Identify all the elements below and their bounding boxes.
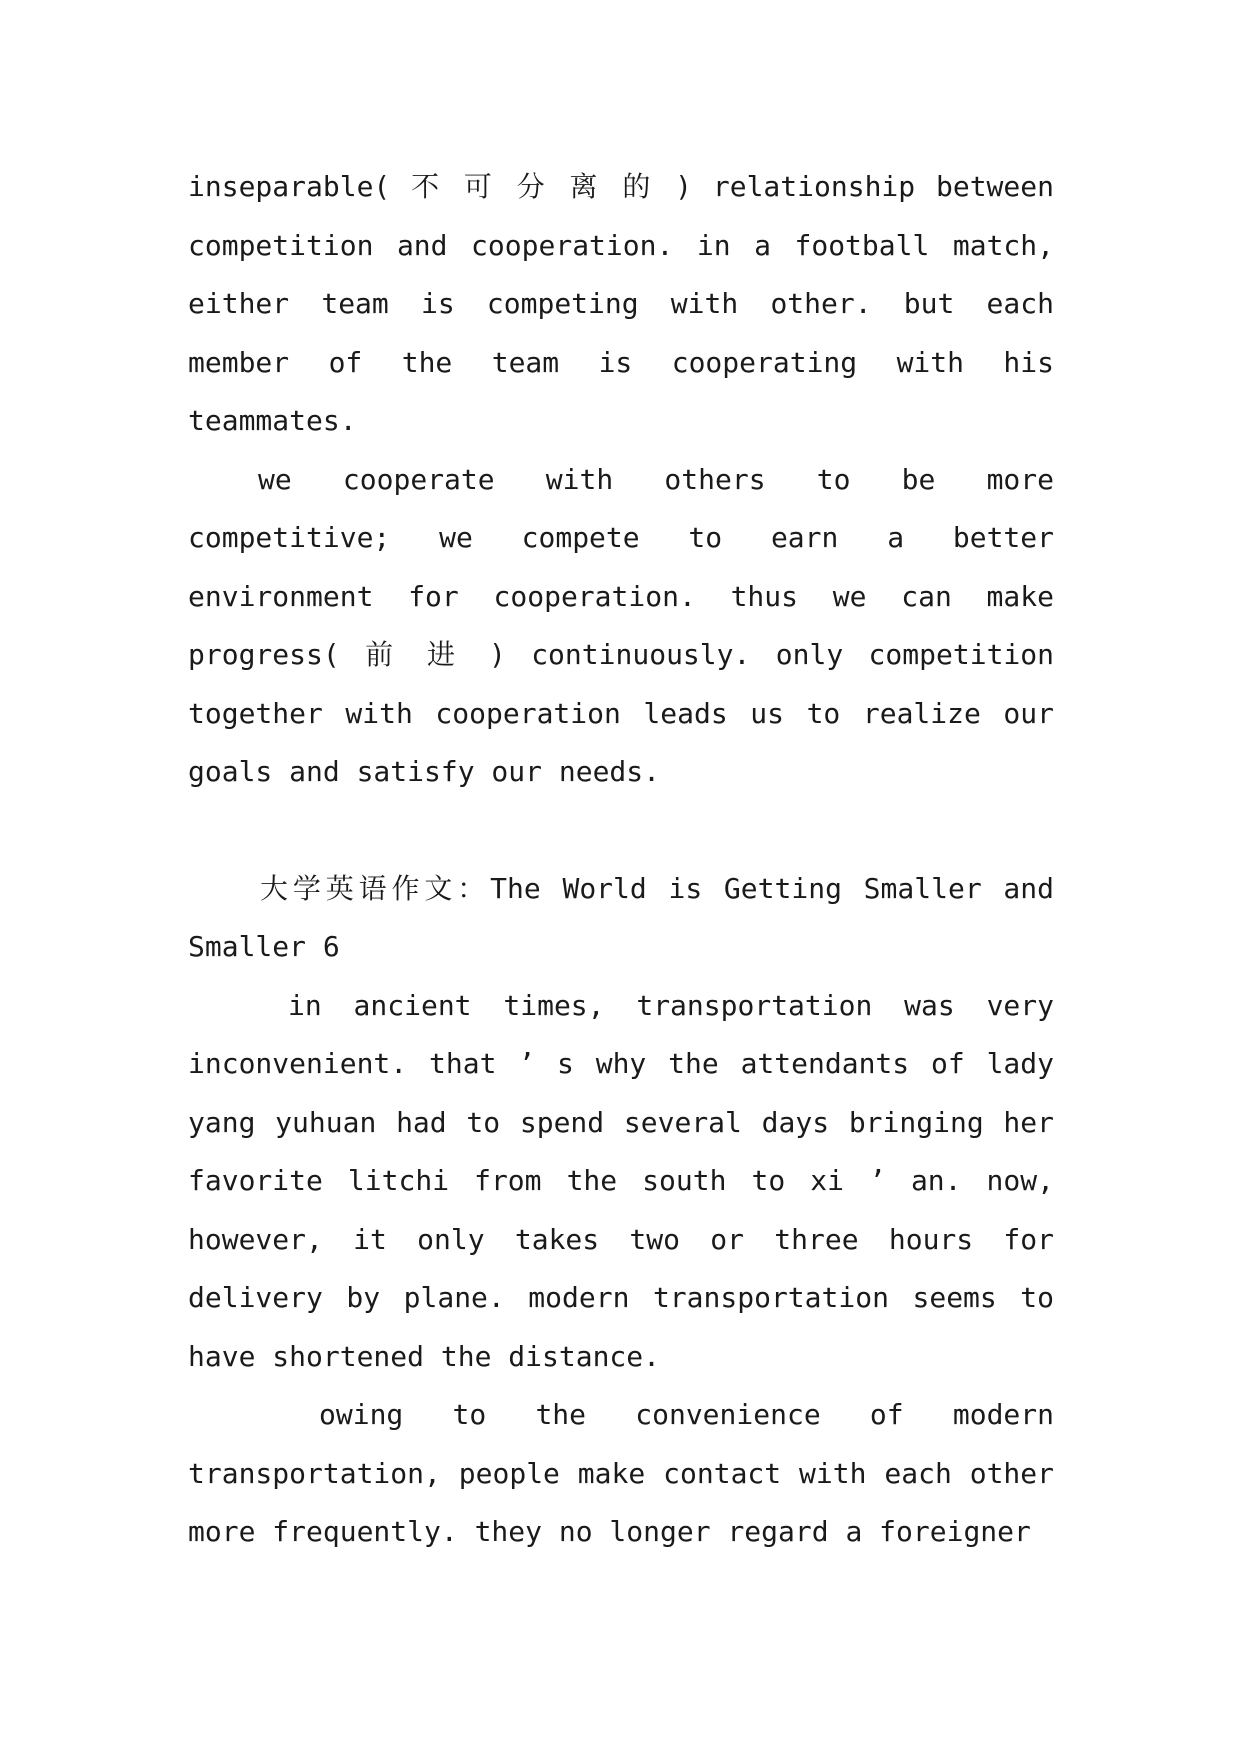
paragraph-modern-transportation: owing to the convenience of modern transportation, people make contact with each other more frequently. they no longer regard a foreigner — [188, 1398, 1054, 1548]
section-title: 大学英语作文：The World is Getting Smaller and Smaller 6 — [188, 871, 1054, 963]
paragraph-ancient-transportation: in ancient times, transportation was very inconvenient. that ’ s why the attendants of lady yang yuhuan had to spend several days bringing her favorite litchi from the south to xi ’ an. now, however, it only takes two or three hours for delivery by plane. modern transportation seems to have shortened the distance. — [188, 988, 1054, 1373]
document-body — [188, 158, 1054, 1562]
paragraph-cooperate-compete: we cooperate with others to be more competitive; we compete to earn a better environment for cooperation. thus we can make progress( 前 进 ) continuously. only competition together with cooperation leads us to realize our goals and satisfy our needs. — [188, 462, 1054, 788]
paragraph-competition-cooperation: inseparable( 不 可 分 离 的 ) relationship between competition and cooperation. in a football match, either team is competing with other. but each member of the team is cooperating with his teammates. — [188, 170, 1054, 437]
